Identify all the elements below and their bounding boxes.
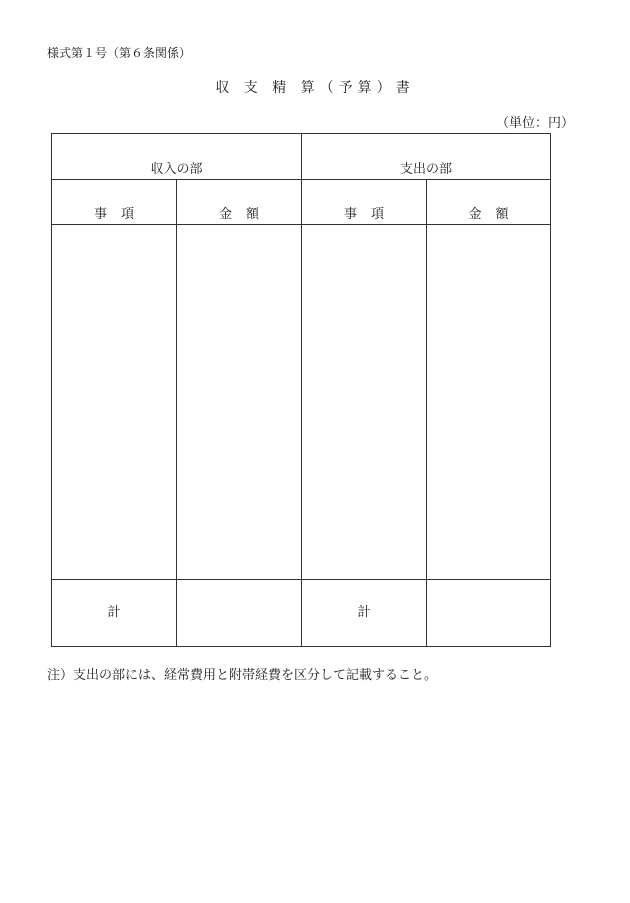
income-amount-label: 金額 [218,207,273,222]
expense-amount-label: 金額 [468,207,523,222]
income-amount-header [177,180,301,224]
expense-item-header [302,180,426,224]
unit-label: （単位：円） [495,116,574,131]
expense-total-amount[interactable] [427,580,550,646]
expense-total-label: 計 [357,605,371,620]
budget-table [51,133,551,647]
income-item-header [52,180,176,224]
expense-amount-entry[interactable] [427,225,550,579]
income-section-label: 収入の部 [150,162,203,177]
income-total-label: 計 [107,605,121,620]
expense-section-header [302,134,550,179]
income-total-amount[interactable] [177,580,301,646]
expense-section-label: 支出の部 [399,162,452,177]
footnote: 注）支出の部には、経常費用と附帯経費を区分して記載すること。 [47,668,438,683]
expense-amount-header [427,180,550,224]
income-item-label: 事項 [93,207,148,222]
expense-total-label-cell [302,580,426,646]
income-item-entry[interactable] [52,225,176,579]
expense-item-entry[interactable] [302,225,426,579]
income-total-label-cell [52,580,176,646]
income-section-header [52,134,301,179]
form-number: 様式第１号（第６条関係） [47,46,192,60]
expense-item-label: 事項 [343,207,398,222]
income-amount-entry[interactable] [177,225,301,579]
document-title: 収 支 精 算（予算）書 [215,80,415,96]
